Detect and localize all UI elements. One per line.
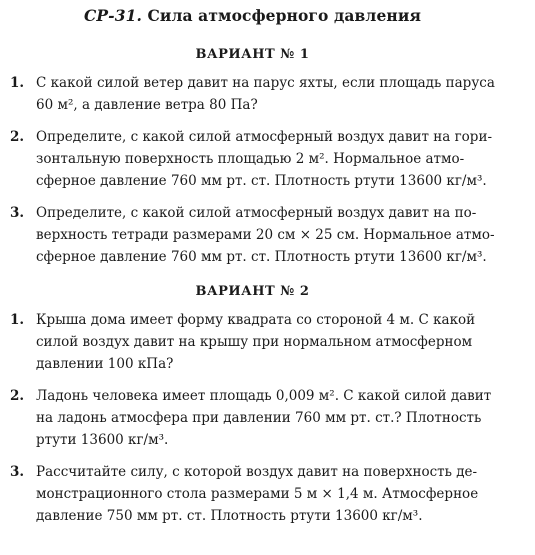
worksheet-title: Сила атмосферного давления <box>147 6 421 25</box>
variant-1-task-3 <box>10 202 495 268</box>
task-number: 1. <box>10 312 25 328</box>
task-text <box>36 202 495 268</box>
task-line: С какой силой ветер давит на парус яхты, если площадь паруса <box>36 75 495 91</box>
task-line: на ладонь атмосфера при давлении 760 мм рт. ст.? Плотность <box>36 410 482 426</box>
task-text <box>36 461 495 527</box>
task-text <box>36 72 495 116</box>
task-line: сферное давление 760 мм рт. ст. Плотность ртути 13600 кг/м³. <box>36 173 487 189</box>
variant-2-task-1 <box>10 309 495 375</box>
variant-2-task-3 <box>10 461 495 527</box>
task-line: сферное давление 760 мм рт. ст. Плотность ртути 13600 кг/м³. <box>36 249 487 265</box>
task-text <box>36 385 495 451</box>
variant-2-task-2 <box>10 385 495 451</box>
task-number: 1. <box>10 75 25 91</box>
variant-1-heading: ВАРИАНТ № 1 <box>195 47 310 62</box>
variant-1-task-1 <box>10 72 495 116</box>
task-line: верхность тетради размерами 20 см × 25 см. Нормальное атмо- <box>36 227 495 243</box>
task-line: 60 м², а давление ветра 80 Па? <box>36 97 258 113</box>
task-line: Ладонь человека имеет площадь 0,009 м². С какой силой давит <box>36 388 492 404</box>
task-line: ртути 13600 кг/м³. <box>36 432 169 448</box>
task-number: 3. <box>10 464 25 480</box>
variant-1-task-2 <box>10 126 495 192</box>
task-line: давлении 100 кПа? <box>36 356 174 372</box>
variant-2-heading: ВАРИАНТ № 2 <box>195 284 310 299</box>
task-line: Определите, с какой силой атмосферный воздух давит на по- <box>36 205 477 221</box>
task-line: зонтальную поверхность площадью 2 м². Нормальное атмо- <box>36 151 465 167</box>
task-number: 2. <box>10 129 25 145</box>
task-line: Крыша дома имеет форму квадрата со стороной 4 м. С какой <box>36 312 476 328</box>
task-line: давление 750 мм рт. ст. Плотность ртути 13600 кг/м³. <box>36 508 423 524</box>
task-line: монстрационного стола размерами 5 м × 1,4 м. Атмосферное <box>36 486 479 502</box>
task-text <box>36 126 495 192</box>
worksheet-code: СР-31. <box>83 6 142 25</box>
page-title <box>10 6 495 25</box>
task-number: 3. <box>10 205 25 221</box>
task-line: Рассчитайте силу, с которой воздух давит на поверхность де- <box>36 464 478 480</box>
task-line: силой воздух давит на крышу при нормальном атмосферном <box>36 334 473 350</box>
task-text <box>36 309 495 375</box>
task-line: Определите, с какой силой атмосферный воздух давит на гори- <box>36 129 493 145</box>
task-number: 2. <box>10 388 25 404</box>
